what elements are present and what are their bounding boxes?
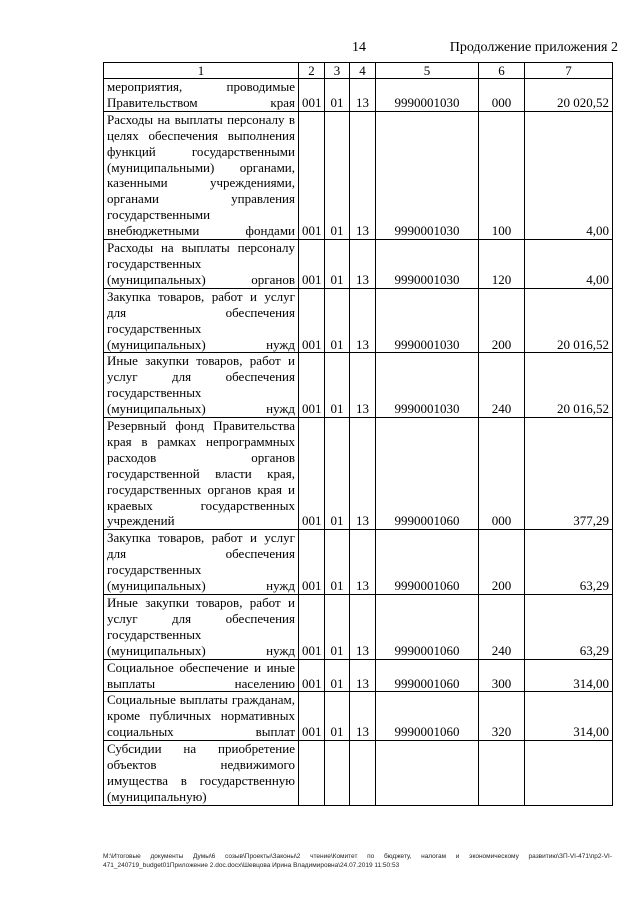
expense-type-code: 120 [479, 240, 525, 289]
amount: 4,00 [525, 111, 613, 239]
amount: 314,00 [525, 692, 613, 741]
table-row [104, 353, 613, 418]
expense-type-code: 200 [479, 530, 525, 595]
column-number: 6 [479, 63, 525, 79]
amount: 20 016,52 [525, 353, 613, 418]
target-article-code: 9990001030 [376, 240, 479, 289]
row-name: Закупка товаров, работ и услуг для обеспечения государственных (муниципальных) нужд [104, 288, 299, 353]
column-number-row [104, 63, 613, 79]
section-code: 01 [325, 418, 350, 530]
subsection-code [350, 741, 376, 806]
section-code: 01 [325, 111, 350, 239]
admin-code: 001 [299, 353, 325, 418]
admin-code: 001 [299, 530, 325, 595]
subsection-code: 13 [350, 79, 376, 112]
subsection-code: 13 [350, 659, 376, 692]
column-number: 5 [376, 63, 479, 79]
amount [525, 741, 613, 806]
admin-code: 001 [299, 288, 325, 353]
section-code: 01 [325, 79, 350, 112]
admin-code: 001 [299, 692, 325, 741]
subsection-code: 13 [350, 288, 376, 353]
section-code: 01 [325, 595, 350, 660]
continuation-label: Продолжение приложения 2 [449, 40, 618, 55]
subsection-code: 13 [350, 111, 376, 239]
expense-type-code: 200 [479, 288, 525, 353]
section-code: 01 [325, 353, 350, 418]
target-article-code: 9990001030 [376, 353, 479, 418]
admin-code: 001 [299, 418, 325, 530]
target-article-code [376, 741, 479, 806]
target-article-code: 9990001060 [376, 530, 479, 595]
row-name: Субсидии на приобретение объектов недвижимого имущества в государственную (муниципальную) [104, 741, 299, 806]
table-row [104, 741, 613, 806]
table-row [104, 418, 613, 530]
amount: 20 020,52 [525, 79, 613, 112]
table-row [104, 595, 613, 660]
subsection-code: 13 [350, 418, 376, 530]
section-code [325, 741, 350, 806]
row-name: мероприятия, проводимые Правительством края [104, 79, 299, 112]
subsection-code: 13 [350, 530, 376, 595]
target-article-code: 9990001030 [376, 111, 479, 239]
target-article-code: 9990001030 [376, 79, 479, 112]
table-row [104, 659, 613, 692]
amount: 4,00 [525, 240, 613, 289]
row-name: Иные закупки товаров, работ и услуг для обеспечения государственных (муниципальных) нужд [104, 353, 299, 418]
table-row [104, 240, 613, 289]
row-name: Социальные выплаты гражданам, кроме публичных нормативных социальных выплат [104, 692, 299, 741]
section-code: 01 [325, 530, 350, 595]
amount: 20 016,52 [525, 288, 613, 353]
column-number: 2 [299, 63, 325, 79]
row-name: Расходы на выплаты персоналу в целях обеспечения выполнения функций государственными (муниципальными) органами, казенными учреждениями, органами управления государственными внебюджетными фондами [104, 111, 299, 239]
admin-code: 001 [299, 111, 325, 239]
expense-type-code [479, 741, 525, 806]
target-article-code: 9990001030 [376, 288, 479, 353]
admin-code: 001 [299, 595, 325, 660]
expense-type-code: 240 [479, 595, 525, 660]
amount: 314,00 [525, 659, 613, 692]
section-code: 01 [325, 240, 350, 289]
target-article-code: 9990001060 [376, 418, 479, 530]
section-code: 01 [325, 288, 350, 353]
amount: 377,29 [525, 418, 613, 530]
subsection-code: 13 [350, 595, 376, 660]
amount: 63,29 [525, 595, 613, 660]
row-name: Расходы на выплаты персоналу государственных (муниципальных) органов [104, 240, 299, 289]
amount: 63,29 [525, 530, 613, 595]
subsection-code: 13 [350, 692, 376, 741]
budget-table [103, 62, 613, 806]
target-article-code: 9990001060 [376, 659, 479, 692]
row-name: Закупка товаров, работ и услуг для обеспечения государственных (муниципальных) нужд [104, 530, 299, 595]
expense-type-code: 000 [479, 79, 525, 112]
table-row [104, 111, 613, 239]
expense-type-code: 100 [479, 111, 525, 239]
expense-type-code: 240 [479, 353, 525, 418]
row-name: Социальное обеспечение и иные выплаты населению [104, 659, 299, 692]
document-path-footer: М:\Итоговые документы Думы\6 созыв\Проекты\Законы\2 чтение\Комитет по бюджету, налогам и экономическому развитию\ЗП-VI-471\пр2-VI-471_240719_budget01Приложение 2.doc.docx\Шевцова Ирина Владимировна\24.07.2019 11:50:53 [103, 853, 612, 869]
subsection-code: 13 [350, 240, 376, 289]
target-article-code: 9990001060 [376, 692, 479, 741]
table-row [104, 288, 613, 353]
table-row [104, 530, 613, 595]
section-code: 01 [325, 692, 350, 741]
column-number: 1 [104, 63, 299, 79]
table-row [104, 79, 613, 112]
admin-code: 001 [299, 240, 325, 289]
table-row [104, 692, 613, 741]
admin-code: 001 [299, 659, 325, 692]
section-code: 01 [325, 659, 350, 692]
column-number: 4 [350, 63, 376, 79]
column-number: 3 [325, 63, 350, 79]
expense-type-code: 000 [479, 418, 525, 530]
row-name: Резервный фонд Правительства края в рамках непрограммных расходов органов государственной власти края, государственных органов края и краевых государственных учреждений [104, 418, 299, 530]
target-article-code: 9990001060 [376, 595, 479, 660]
expense-type-code: 300 [479, 659, 525, 692]
page-number: 14 [352, 40, 366, 55]
admin-code: 001 [299, 79, 325, 112]
subsection-code: 13 [350, 353, 376, 418]
row-name: Иные закупки товаров, работ и услуг для обеспечения государственных (муниципальных) нужд [104, 595, 299, 660]
admin-code [299, 741, 325, 806]
column-number: 7 [525, 63, 613, 79]
expense-type-code: 320 [479, 692, 525, 741]
